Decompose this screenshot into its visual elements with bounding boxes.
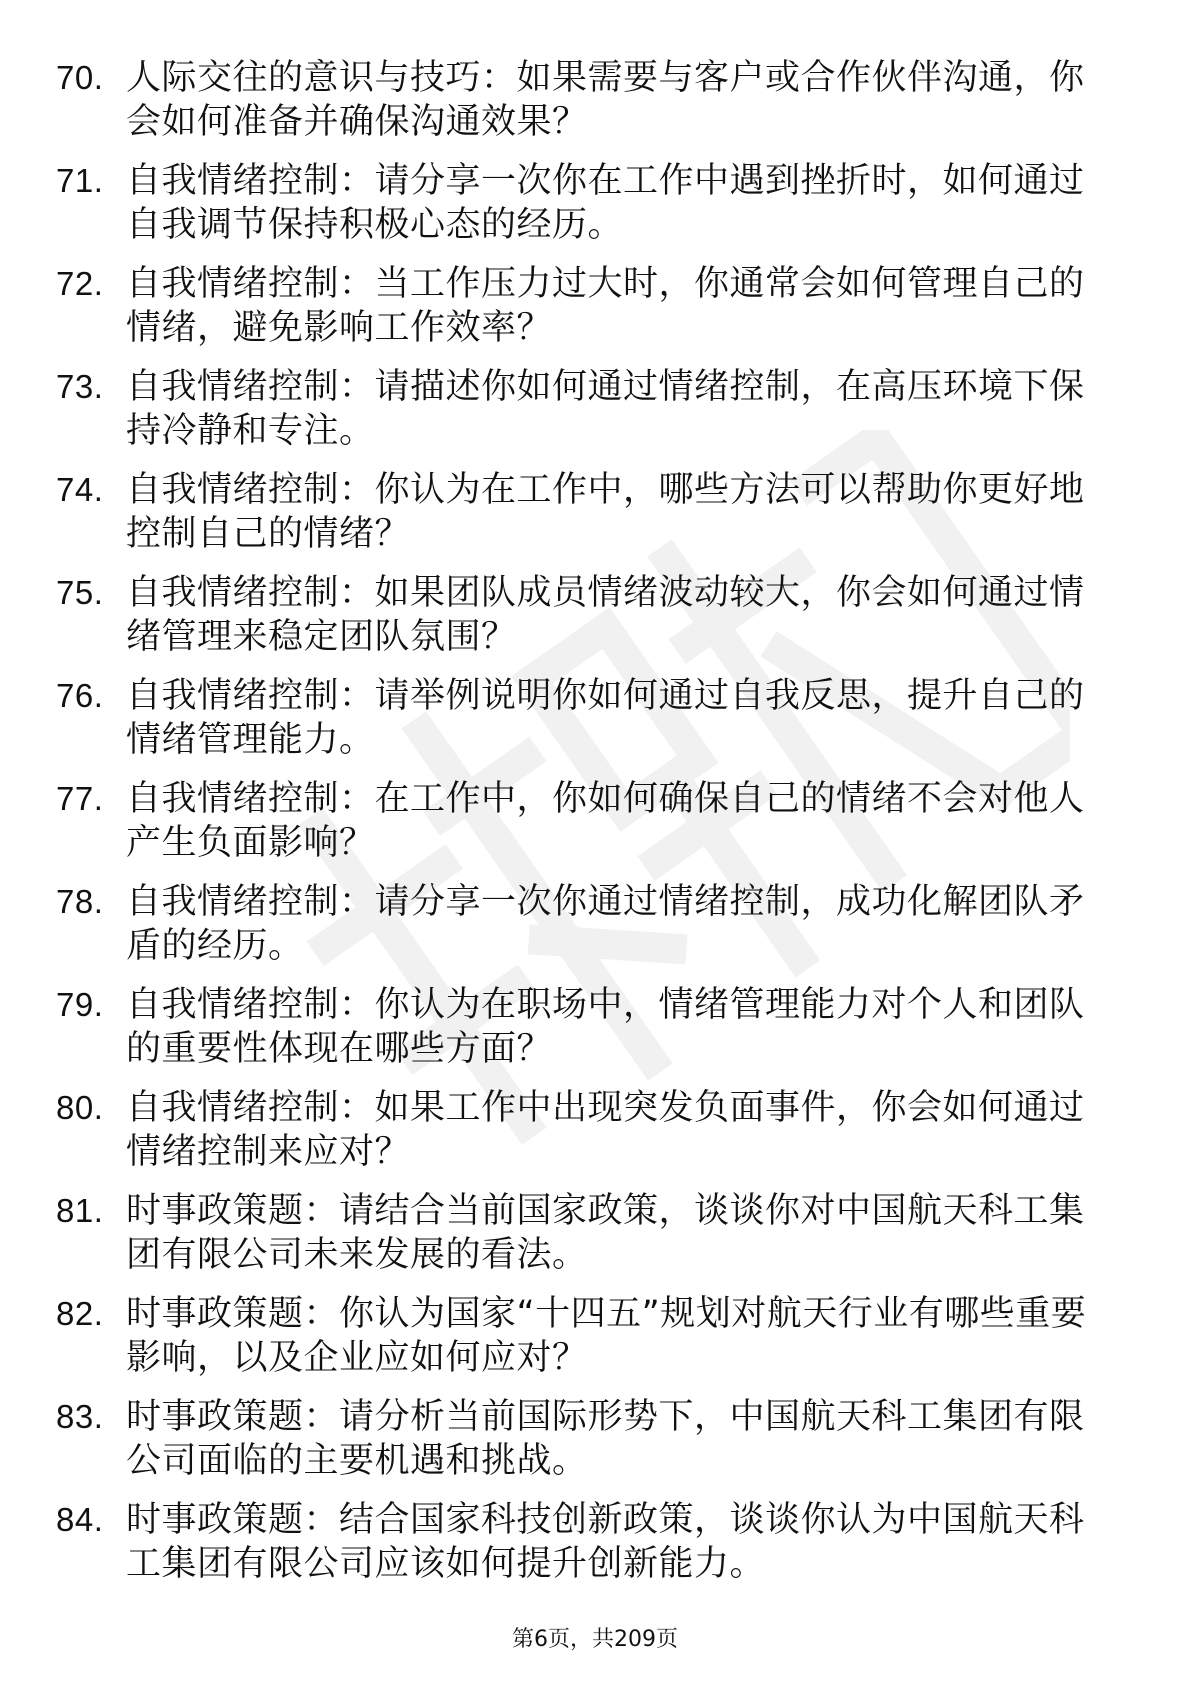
question-number: 70. (56, 59, 104, 96)
question-text: 自我情绪控制：请分享一次你在工作中遇到挫折时，如何通过自我调节保持积极心态的经历。 (126, 161, 1085, 245)
question-number: 82. (56, 1295, 104, 1332)
question-text: 自我情绪控制：当工作压力过大时，你通常会如何管理自己的情绪，避免影响工作效率？ (126, 264, 1085, 348)
question-number: 71. (56, 162, 104, 199)
question-item (0, 468, 1190, 556)
question-item (0, 1498, 1190, 1586)
question-number: 84. (56, 1501, 104, 1538)
question-number: 83. (56, 1398, 104, 1435)
question-text: 自我情绪控制：你认为在工作中，哪些方法可以帮助你更好地控制自己的情绪？ (126, 470, 1085, 554)
question-item (0, 777, 1190, 865)
question-item (0, 159, 1190, 247)
question-item (0, 983, 1190, 1071)
question-item (0, 1189, 1190, 1277)
question-item (0, 1395, 1190, 1483)
question-item (0, 56, 1190, 144)
question-text: 时事政策题：你认为国家“十四五”规划对航天行业有哪些重要影响，以及企业应如何应对？ (126, 1294, 1087, 1378)
question-number: 73. (56, 368, 104, 405)
question-text: 自我情绪控制：你认为在职场中，情绪管理能力对个人和团队的重要性体现在哪些方面？ (126, 985, 1085, 1069)
question-text: 自我情绪控制：请描述你如何通过情绪控制，在高压环境下保持冷静和专注。 (126, 367, 1085, 451)
question-text: 自我情绪控制：在工作中，你如何确保自己的情绪不会对他人产生负面影响？ (126, 779, 1085, 863)
question-item (0, 365, 1190, 453)
question-text: 自我情绪控制：请举例说明你如何通过自我反思，提升自己的情绪管理能力。 (126, 676, 1085, 760)
question-number: 79. (56, 986, 104, 1023)
question-number: 80. (56, 1089, 104, 1126)
question-number: 75. (56, 574, 104, 611)
question-number: 76. (56, 677, 104, 714)
question-text: 自我情绪控制：如果团队成员情绪波动较大，你会如何通过情绪管理来稳定团队氛围？ (126, 573, 1085, 657)
question-text: 时事政策题：结合国家科技创新政策，谈谈你认为中国航天科工集团有限公司应该如何提升创新能力。 (126, 1500, 1085, 1584)
question-text: 自我情绪控制：如果工作中出现突发负面事件，你会如何通过情绪控制来应对？ (126, 1088, 1085, 1172)
question-number: 74. (56, 471, 104, 508)
question-item (0, 262, 1190, 350)
question-item (0, 1086, 1190, 1174)
page-number-label: 第6页，共209页 (512, 1627, 678, 1652)
question-item (0, 880, 1190, 968)
page-footer (0, 1622, 1190, 1653)
question-text: 自我情绪控制：请分享一次你通过情绪控制，成功化解团队矛盾的经历。 (126, 882, 1085, 966)
question-text: 时事政策题：请结合当前国家政策，谈谈你对中国航天科工集团有限公司未来发展的看法。 (126, 1191, 1085, 1275)
question-text: 人际交往的意识与技巧：如果需要与客户或合作伙伴沟通，你会如何准备并确保沟通效果？ (126, 58, 1085, 142)
question-item (0, 1292, 1190, 1380)
question-number: 72. (56, 265, 104, 302)
question-number: 78. (56, 883, 104, 920)
question-number: 77. (56, 780, 104, 817)
question-text: 时事政策题：请分析当前国际形势下，中国航天科工集团有限公司面临的主要机遇和挑战。 (126, 1397, 1085, 1481)
question-number: 81. (56, 1192, 104, 1229)
question-list (0, 56, 1190, 1601)
question-item (0, 674, 1190, 762)
question-item (0, 571, 1190, 659)
